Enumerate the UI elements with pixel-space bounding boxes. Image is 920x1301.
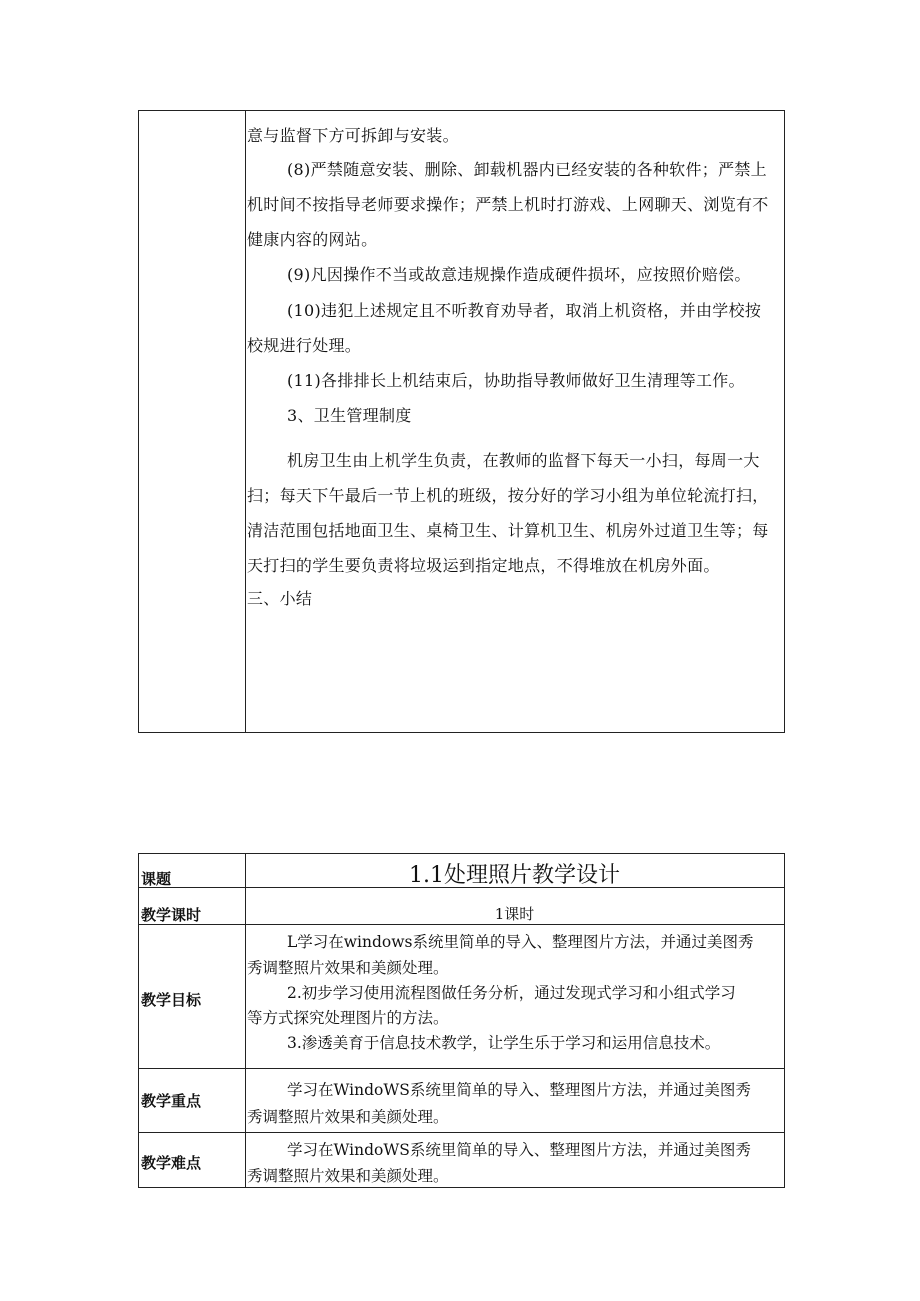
key-points-line: 秀调整照片效果和美颜处理。 [247, 1108, 449, 1126]
objectives-label: 教学目标 [141, 991, 202, 1009]
topic-label: 课题 [141, 870, 172, 888]
row-divider [139, 1068, 784, 1069]
objectives-line: 2.初步学习使用流程图做任务分析，通过发现式学习和小组式学习 [287, 984, 736, 1002]
rules-line: 天打扫的学生要负责将垃圾运到指定地点，不得堆放在机房外面。 [247, 556, 720, 575]
section-heading: 三、小结 [247, 589, 313, 608]
objectives-line: L学习在windows系统里简单的导入、整理图片方法，并通过美图秀 [287, 933, 754, 951]
row-divider [139, 1132, 784, 1133]
rules-line: 健康内容的网站。 [247, 230, 378, 249]
rules-line: 意与监督下方可拆卸与安装。 [247, 126, 459, 145]
rules-line: 清洁范围包括地面卫生、桌椅卫生、计算机卫生、机房外过道卫生等；每 [247, 521, 769, 540]
row-divider [139, 924, 784, 925]
rules-line: (10)违犯上述规定且不听教育劝导者，取消上机资格，并由学校按 [287, 301, 762, 320]
rules-line: 扫；每天下午最后一节上机的班级，按分好的学习小组为单位轮流打扫， [247, 486, 769, 505]
hours-value: 1课时 [494, 905, 535, 923]
objectives-line: 秀调整照片效果和美颜处理。 [247, 959, 449, 977]
section-heading: 3、卫生管理制度 [287, 406, 412, 425]
objectives-line: 3.渗透美育于信息技术教学，让学生乐于学习和运用信息技术。 [287, 1034, 721, 1052]
rules-line: (9)凡因操作不当或故意违规操作造成硬件损坏，应按照价赔偿。 [287, 265, 751, 284]
rules-line: 校规进行处理。 [247, 336, 362, 355]
difficulties-line: 学习在WindoWS系统里简单的导入、整理图片方法，并通过美图秀 [287, 1141, 751, 1159]
rules-line: (8)严禁随意安装、删除、卸载机器内已经安装的各种软件；严禁上 [287, 160, 767, 179]
rules-line: 机房卫生由上机学生负责，在教师的监督下每天一小扫，每周一大 [287, 451, 760, 470]
topic-title: 1.1处理照片教学设计 [409, 863, 620, 888]
objectives-line: 等方式探究处理图片的方法。 [247, 1009, 449, 1027]
key-points-label: 教学重点 [141, 1092, 202, 1110]
lesson-table [138, 853, 785, 1188]
difficulties-line: 秀调整照片效果和美颜处理。 [247, 1167, 449, 1185]
difficulties-label: 教学难点 [141, 1154, 202, 1172]
key-points-line: 学习在WindoWS系统里简单的导入、整理图片方法，并通过美图秀 [287, 1081, 751, 1099]
rules-line: 机时间不按指导老师要求操作；严禁上机时打游戏、上网聊天、浏览有不 [247, 195, 769, 214]
hours-label: 教学课时 [141, 906, 202, 924]
rules-line: (11)各排排长上机结束后，协助指导教师做好卫生清理等工作。 [287, 371, 745, 390]
rules-table [138, 110, 785, 733]
column-divider [245, 111, 246, 732]
